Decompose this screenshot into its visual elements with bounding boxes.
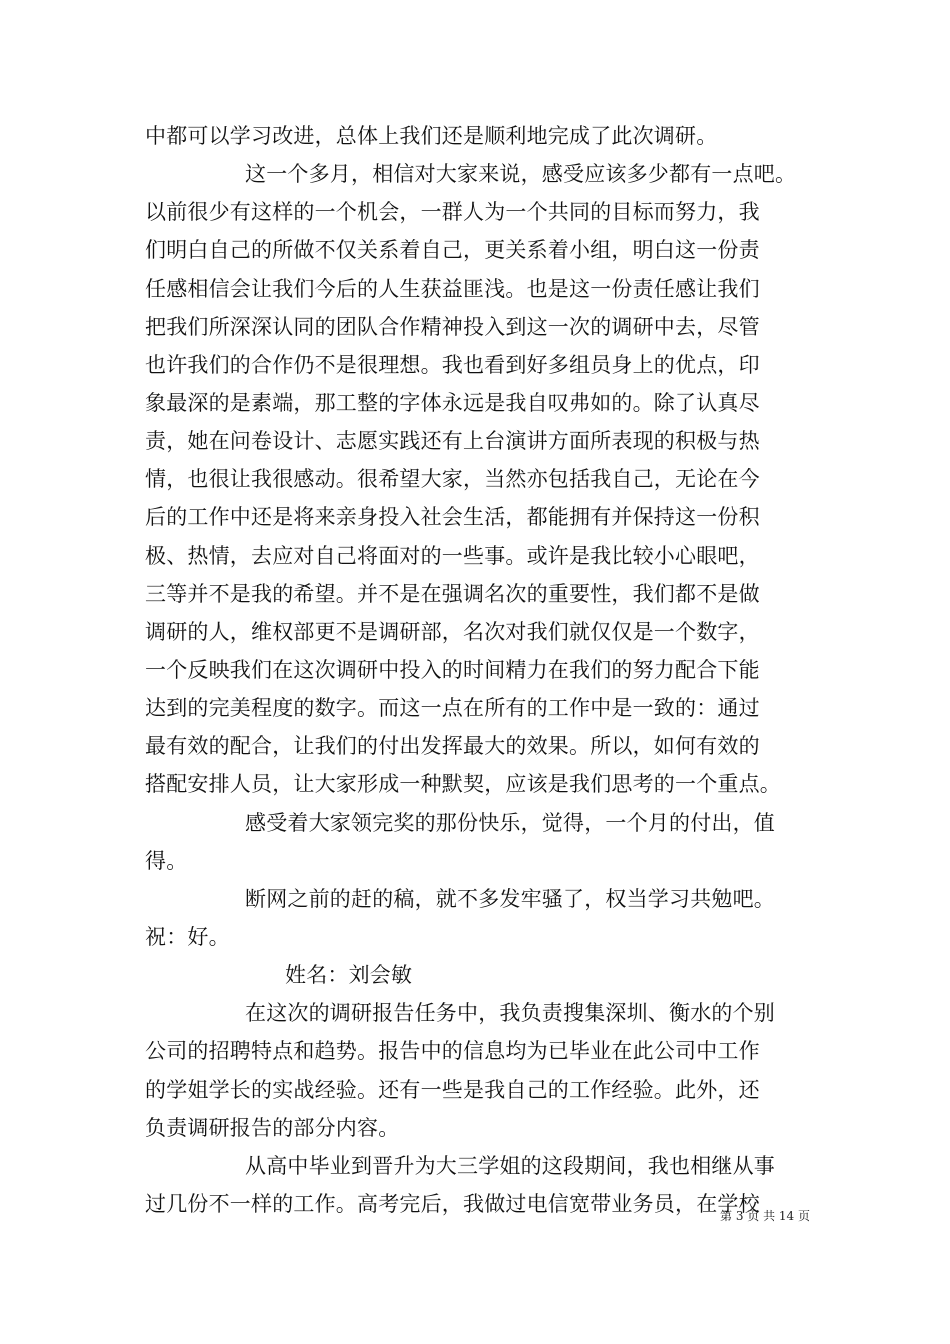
text-line: 情，也很让我很感动。很希望大家，当然亦包括我自己，无论在今 [145,467,760,492]
text-line: 责，她在问卷设计、志愿实践还有上台演讲方面所表现的积极与热 [145,429,760,454]
text-line: 祝：好。 [145,924,230,949]
text-line: 得。 [145,848,188,873]
text-line: 过几份不一样的工作。高考完后，我做过电信宽带业务员，在学校 [145,1191,760,1216]
text-line: 感受着大家领完奖的那份快乐，觉得，一个月的付出，值 [245,810,775,835]
text-line: 也许我们的合作仍不是很理想。我也看到好多组员身上的优点，印 [145,352,760,377]
text-line: 调研的人，维权部更不是调研部，名次对我们就仅仅是一个数字， [145,619,760,644]
page-number-footer: 第 3 页 共 14 页 [720,1209,810,1223]
text-line: 极、热情，去应对自己将面对的一些事。或许是我比较小心眼吧， [145,543,760,568]
author-name-line: 姓名：刘会敏 [285,963,413,988]
text-line: 任感相信会让我们今后的人生获益匪浅。也是这一份责任感让我们 [145,276,760,301]
text-line: 最有效的配合，让我们的付出发挥最大的效果。所以，如何有效的 [145,734,760,759]
text-line: 负责调研报告的部分内容。 [145,1115,400,1140]
text-line: 把我们所深深认同的团队合作精神投入到这一次的调研中去，尽管 [145,314,760,339]
text-line: 达到的完美程度的数字。而这一点在所有的工作中是一致的：通过 [145,696,760,721]
text-line: 断网之前的赶的稿，就不多发牢骚了，权当学习共勉吧。 [245,886,775,911]
document-body [145,117,815,1223]
text-line: 三等并不是我的希望。并不是在强调名次的重要性，我们都不是做 [145,581,760,606]
text-line: 象最深的是素端，那工整的字体永远是我自叹弗如的。除了认真尽 [145,390,760,415]
text-line: 公司的招聘特点和趋势。报告中的信息均为已毕业在此公司中工作 [145,1039,760,1064]
text-line: 从高中毕业到晋升为大三学姐的这段期间，我也相继从事 [245,1153,775,1178]
text-line: 的学姐学长的实战经验。还有一些是我自己的工作经验。此外，还 [145,1077,760,1102]
text-line: 们明白自己的所做不仅关系着自己，更关系着小组，明白这一份责 [145,238,760,263]
text-line: 一个反映我们在这次调研中投入的时间精力在我们的努力配合下能 [145,657,760,682]
text-line: 搭配安排人员，让大家形成一种默契，应该是我们思考的一个重点。 [145,772,781,797]
text-line: 以前很少有这样的一个机会，一群人为一个共同的目标而努力，我 [145,200,760,225]
text-line: 后的工作中还是将来亲身投入社会生活，都能拥有并保持这一份积 [145,505,760,530]
text-line: 在这次的调研报告任务中，我负责搜集深圳、衡水的个别 [245,1001,775,1026]
text-line: 这一个多月，相信对大家来说，感受应该多少都有一点吧。 [245,162,797,187]
text-line: 中都可以学习改进，总体上我们还是顺利地完成了此次调研。 [145,124,718,148]
